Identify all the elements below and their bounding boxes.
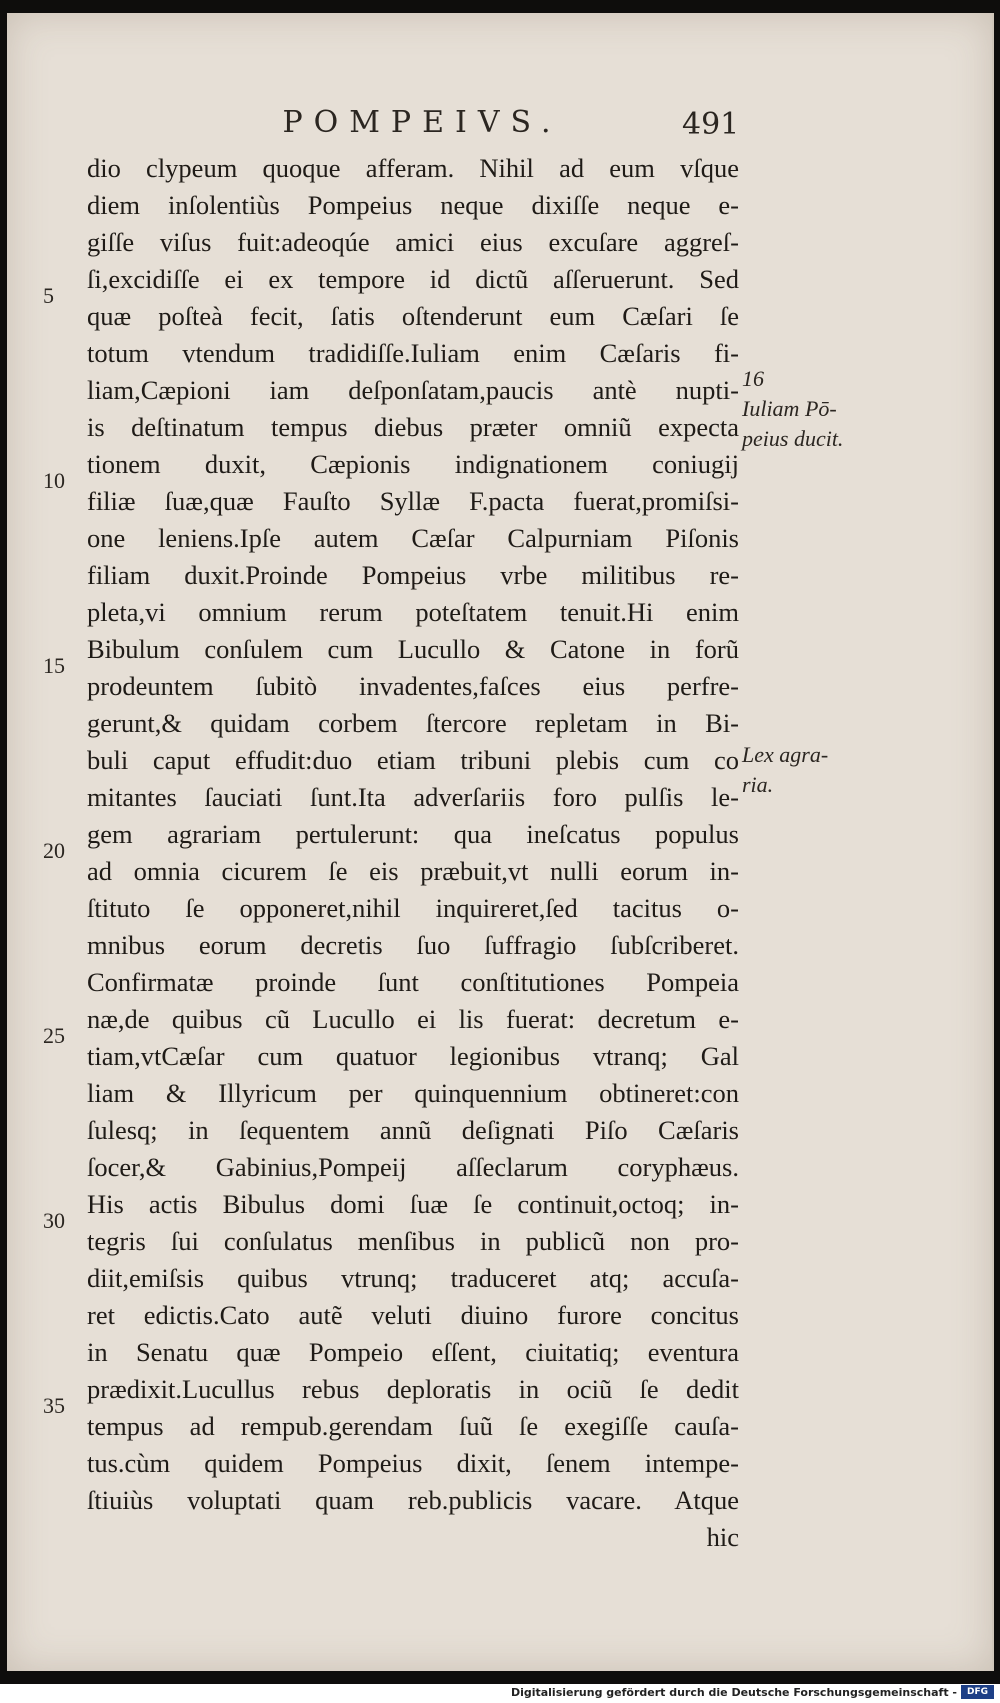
text-line: liam & Illyricum per quinquennium obtineret:con: [87, 1078, 739, 1108]
line-number: 35: [43, 1393, 65, 1418]
text-line: ſi,excidiſſe ei ex tempore id dictũ aſſeruerunt. Sed: [87, 264, 739, 294]
funding-credit: Digitalisierung gefördert durch die Deutsche Forschungsgemeinschaft -: [510, 1686, 957, 1699]
text-line: ſulesq; in ſequentem annũ deſignati Piſo Cæſaris: [87, 1115, 739, 1145]
text-line: filiam duxit.Proinde Pompeius vrbe militibus re-: [87, 560, 739, 590]
text-line: pleta,vi omnium rerum poteſtatem tenuit.Hi enim: [87, 597, 739, 627]
text-line: Bibulum conſulem cum Lucullo & Catone in forũ: [87, 634, 739, 664]
line-number: 15: [43, 653, 65, 678]
marginal-note: Iuliam Pō-: [742, 396, 837, 421]
body-text: [87, 150, 739, 1556]
text-line: tionem duxit, Cæpionis indignationem coniugij: [87, 449, 739, 479]
text-line: dio clypeum quoque afferam. Nihil ad eum vſque: [87, 153, 739, 183]
line-number: 20: [43, 838, 65, 863]
text-line: tegris ſui conſulatus menſibus in publicũ non pro-: [87, 1226, 739, 1256]
text-line: tiam,vtCæſar cum quatuor legionibus vtranq; Gal: [87, 1041, 739, 1071]
text-line: tus.cùm quidem Pompeius dixit, ſenem intempe-: [87, 1448, 739, 1478]
text-line: one leniens.Ipſe autem Cæſar Calpurniam Piſonis: [87, 523, 739, 553]
catchword: hic: [706, 1522, 739, 1552]
text-line: liam,Cæpioni iam deſponſatam,paucis antè nupti-: [87, 375, 739, 405]
text-line: filiæ ſuæ,quæ Fauſto Syllæ F.pacta fuerat,promiſsi-: [87, 486, 739, 516]
text-line: is deſtinatum tempus diebus præter omniũ expecta: [87, 412, 739, 442]
text-line: ſtituto ſe opponeret,nihil inquireret,ſed tacitus o-: [87, 893, 739, 923]
text-line: giſſe viſus fuit:adeoqúe amici eius excuſare aggreſ-: [87, 227, 739, 257]
line-number: 25: [43, 1023, 65, 1048]
text-line: ret edictis.Cato autẽ veluti diuino furore concitus: [87, 1300, 739, 1330]
line-number: 5: [43, 283, 54, 308]
text-line: gerunt,& quidam corbem ſtercore repletam in Bi-: [87, 708, 739, 738]
running-title: POMPEIVS.: [282, 105, 562, 140]
marginal-note: ria.: [742, 772, 774, 797]
text-line: prædixit.Lucullus rebus deploratis in ociũ ſe dedit: [87, 1374, 739, 1404]
line-number: 30: [43, 1208, 65, 1233]
text-line: ſocer,& Gabinius,Pompeij aſſeclarum coryphæus.: [87, 1152, 739, 1182]
text-line: mnibus eorum decretis ſuo ſuffragio ſubſcriberet.: [87, 930, 739, 960]
text-line: buli caput effudit:duo etiam tribuni plebis cum co: [87, 745, 739, 775]
book-page: [7, 13, 994, 1671]
text-line: gem agrariam pertulerunt: qua ineſcatus populus: [87, 819, 739, 849]
dfg-logo-icon: DFG: [961, 1685, 994, 1699]
text-line: His actis Bibulus domi ſuæ ſe continuit,octoq; in-: [87, 1189, 739, 1219]
text-line: diit,emiſsis quibus vtrunq; traduceret atq; accuſa-: [87, 1263, 739, 1293]
marginal-note: peius ducit.: [742, 426, 844, 451]
text-line: diem inſolentiùs Pompeius neque dixiſſe neque e-: [87, 190, 739, 220]
text-line: ſtiuiùs voluptati quam reb.publicis vacare. Atque: [87, 1485, 739, 1515]
page-number: 491: [682, 107, 740, 142]
text-line: næ,de quibus cũ Lucullo ei lis fuerat: decretum e-: [87, 1004, 739, 1034]
line-number: 10: [43, 468, 65, 493]
text-line: ad omnia cicurem ſe eis præbuit,vt nulli eorum in-: [87, 856, 739, 886]
text-line: mitantes ſauciati ſunt.Ita adverſariis foro pulſis le-: [87, 782, 739, 812]
text-line: Confirmatæ proinde ſunt conſtitutiones Pompeia: [87, 967, 739, 997]
marginal-note-number: 16: [742, 366, 764, 391]
text-line: quæ poſteà fecit, ſatis oſtenderunt eum Cæſari ſe: [87, 301, 739, 331]
text-line: prodeuntem ſubitò invadentes,faſces eius perfre-: [87, 671, 739, 701]
text-line: tempus ad rempub.gerendam ſuũ ſe exegiſſe cauſa-: [87, 1411, 739, 1441]
text-line: totum vtendum tradidiſſe.Iuliam enim Cæſaris fi-: [87, 338, 739, 368]
marginal-note: Lex agra-: [742, 742, 829, 767]
text-line: in Senatu quæ Pompeio eſſent, ciuitatiq; eventura: [87, 1337, 739, 1367]
